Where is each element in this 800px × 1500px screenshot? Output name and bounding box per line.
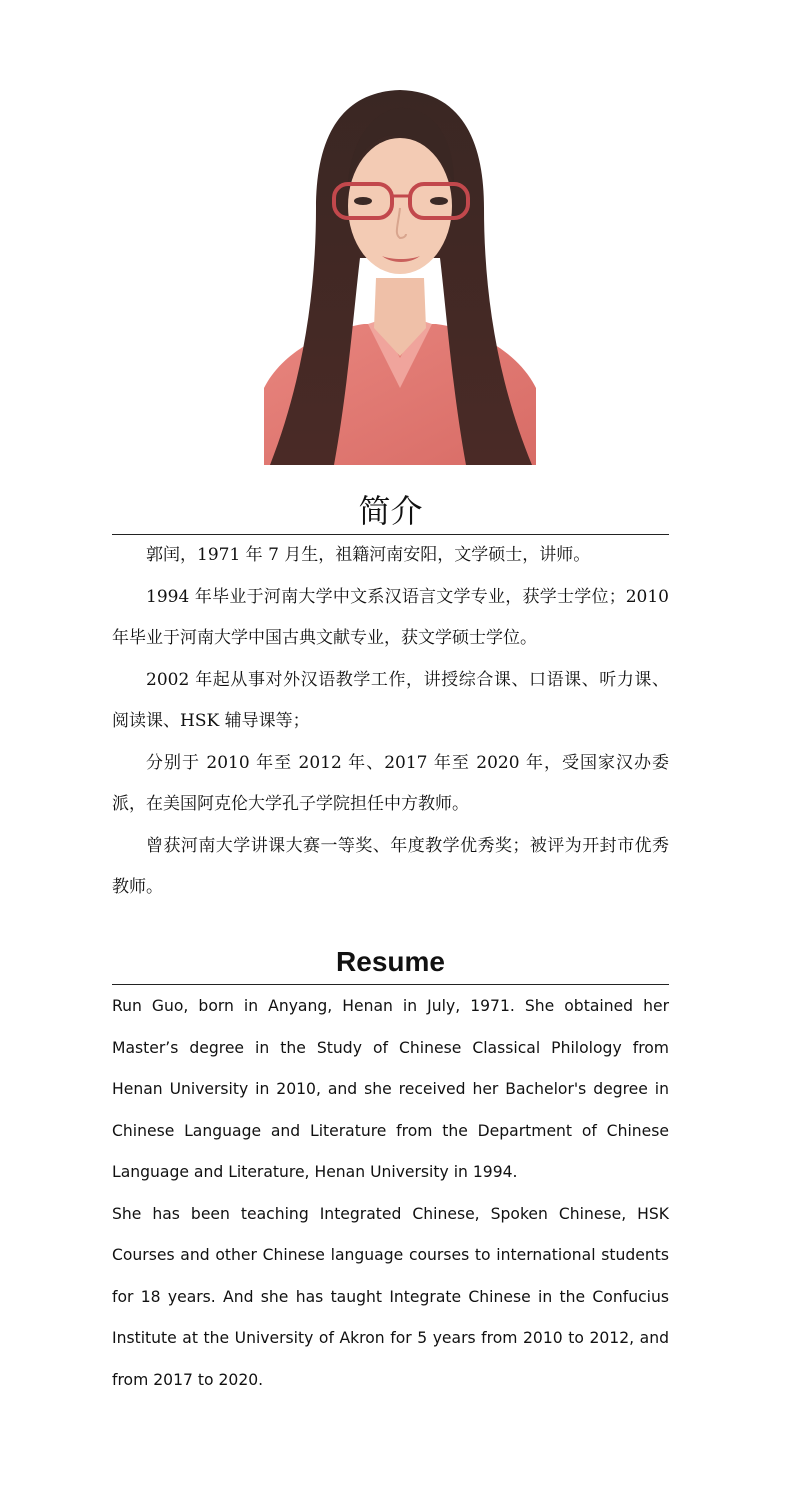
resume-title-divider <box>112 984 669 985</box>
intro-title: 简介 <box>358 492 423 530</box>
resume-paragraph: Run Guo, born in Anyang, Henan in July, 1971. She obtained her Master’s degree in the Study of Chinese Classical Philology from Henan University in 2010, and she received her Bachelor's degree in Chinese Language and Literature from the Department of Chinese Language and Literature, Henan University in 1994. <box>112 997 669 1181</box>
intro-paragraph: 曾获河南大学讲课大赛一等奖、年度教学优秀奖；被评为开封市优秀教师。 <box>112 835 669 897</box>
portrait-photo <box>264 88 536 465</box>
intro-paragraph: 郭闰，1971 年 7 月生，祖籍河南安阳，文学硕士，讲师。 <box>146 545 591 565</box>
intro-paragraph: 2002 年起从事对外汉语教学工作，讲授综合课、口语课、听力课、阅读课、HSK 辅导课等； <box>112 669 669 731</box>
intro-body <box>112 535 669 909</box>
intro-paragraph: 1994 年毕业于河南大学中文系汉语言文学专业，获学士学位；2010 年毕业于河南大学中国古典文献专业，获文学硕士学位。 <box>112 586 669 648</box>
resume-title: Resume <box>336 946 445 977</box>
resume-body <box>112 986 669 1401</box>
resume-paragraph: She has been teaching Integrated Chinese, Spoken Chinese, HSK Courses and other Chinese language courses to international students for 18 years. And she has taught Integrate Chinese in the Confucius Institute at the University of Akron for 5 years from 2010 to 2012, and from 2017 to 2020. <box>112 1204 669 1389</box>
intro-paragraph: 分别于 2010 年至 2012 年、2017 年至 2020 年，受国家汉办委派，在美国阿克伦大学孔子学院担任中方教师。 <box>112 752 669 814</box>
